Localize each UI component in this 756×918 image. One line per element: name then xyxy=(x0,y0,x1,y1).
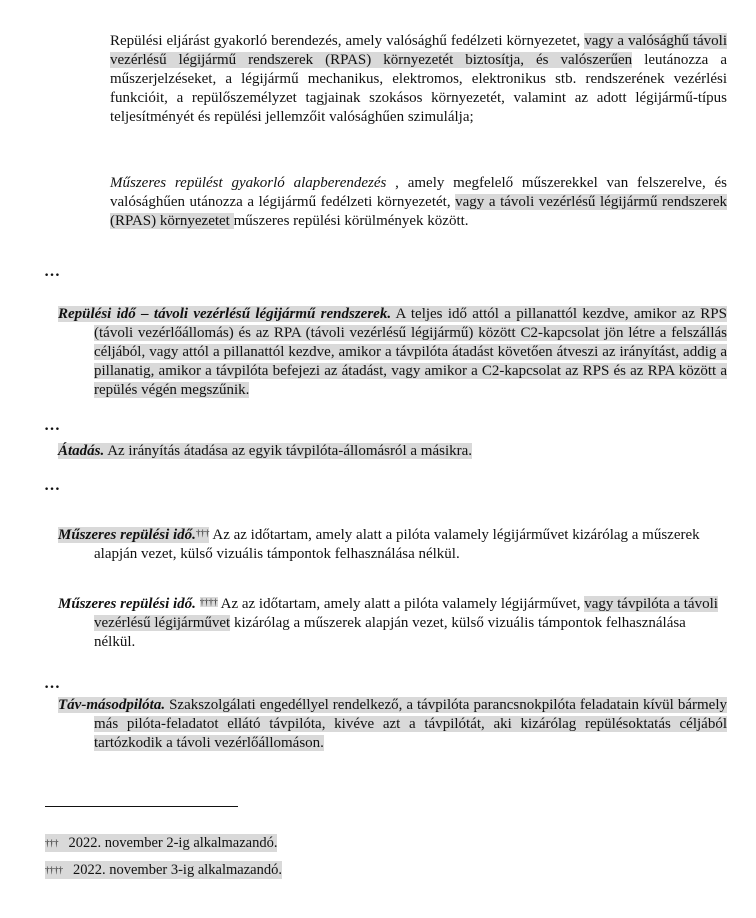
definition-text: kizárólag a műszerek alapján vezet, külső vizuális támpontok felhasználása nélkül. xyxy=(94,615,686,650)
definition-handover xyxy=(58,442,727,461)
definition-text: Az irányítás átadása az egyik távpilóta-állomásról a másikra. xyxy=(104,443,473,459)
text-segment: műszeres repülési körülmények között. xyxy=(233,213,469,229)
defined-term: Műszeres repülési idő. xyxy=(58,527,196,543)
definition-text: Szakszolgálati engedéllyel rendelkező, a távpilóta parancsnokpilóta feladatain kívül bármely más pilóta-feladatot ellátó távpilóta, kivéve azt a távpilótát, aki kizárólag repülésoktatás céljából tartózkodik a távoli vezérlőállomáson. xyxy=(94,697,727,751)
definition-text: Az az időtartam, amely alatt a pilóta valamely légijárművet kizárólag a műszerek alapján vezet, külső vizuális támpontok felhasználása nélkül. xyxy=(94,527,700,562)
ellipsis-separator: … xyxy=(44,263,61,280)
definition-flight-time-rpas xyxy=(58,305,727,400)
defined-term: Táv-másodpilóta. xyxy=(58,697,166,713)
definition-text: A teljes idő attól a pillanattól kezdve, amikor az RPS (távoli vezérlőállomás) és az RPA (távoli vezérlésű légijármű) között C2-kapcsolat jön létre a felszállás céljából, vagy attól a pillanattól kezdve, amikor a távpilóta átadást követően átveszi az irányítást, addig a pillanatig, amikor a távpilóta befejezi az átadást, vagy amikor a C2-kapcsolat az RPS és az RPA között a repülés végén megszűnik. xyxy=(94,306,727,398)
defined-term: Műszeres repülési idő. xyxy=(58,596,196,612)
definition-instrument-flight-time-new xyxy=(58,595,727,652)
amended-text-highlight: vagy a valósághű távoli vezérlésű légijármű rendszerek (RPAS) környezetét biztosítja, és valószerűen xyxy=(110,33,728,68)
defined-term: Átadás. xyxy=(58,443,105,459)
text-segment: leutánozza a műszerjelzéseket, a légijármű mechanikus, elektromos, elektronikus stb. rendszerének vezérlési funkcióit, a repülőszemélyzet tagjainak szokásos környezetét, valamint az adott légijármű-típus teljesítményét és repülési jellemzőit valósághűen szimulálja; xyxy=(110,52,727,125)
footnote-separator-line xyxy=(45,806,238,807)
definition-text: Az az időtartam, amely alatt a pilóta valamely légijárművet, xyxy=(217,596,585,612)
amended-text-highlight: vagy távpilóta a távoli vezérlésű légijárművet xyxy=(94,596,718,631)
footnote-mark: †††† xyxy=(45,865,63,875)
footnote-text: 2022. november 2-ig alkalmazandó. xyxy=(68,835,278,851)
ellipsis-separator: … xyxy=(44,477,61,494)
ellipsis-separator: … xyxy=(44,417,61,434)
amended-text-highlight xyxy=(58,697,727,751)
footnote-text: 2022. november 3-ig alkalmazandó. xyxy=(73,862,282,878)
footnote-2 xyxy=(45,861,282,879)
definition-flight-procedures-trainer xyxy=(110,32,727,127)
defined-term: Műszeres repülést gyakorló alapberendezés xyxy=(110,175,387,191)
defined-term: Repülési idő – távoli vezérlésű légijármű rendszerek. xyxy=(58,306,392,322)
amended-text-highlight: vagy a távoli vezérlésű légijármű rendszerek (RPAS) környezetet xyxy=(110,194,727,229)
definition-remote-copilot xyxy=(58,696,727,753)
footnote-reference[interactable]: ††† xyxy=(195,528,210,538)
footnote-mark: ††† xyxy=(45,838,59,848)
footnote-reference[interactable]: †††† xyxy=(199,597,218,607)
amended-text-highlight xyxy=(58,306,727,398)
text-segment: Repülési eljárást gyakorló berendezés, amely valósághű fedélzeti környezetet, xyxy=(110,33,585,49)
footnote-1 xyxy=(45,834,277,852)
ellipsis-separator: … xyxy=(44,675,61,692)
amended-text-highlight xyxy=(58,443,472,459)
text-segment: , amely megfelelő műszerekkel van felszerelve, és valósághűen utánozza a légijármű fedélzeti környezetét, xyxy=(110,175,727,210)
definition-basic-instrument-trainer xyxy=(110,174,727,231)
definition-instrument-flight-time-old xyxy=(58,526,727,564)
amended-text-highlight xyxy=(58,527,209,543)
